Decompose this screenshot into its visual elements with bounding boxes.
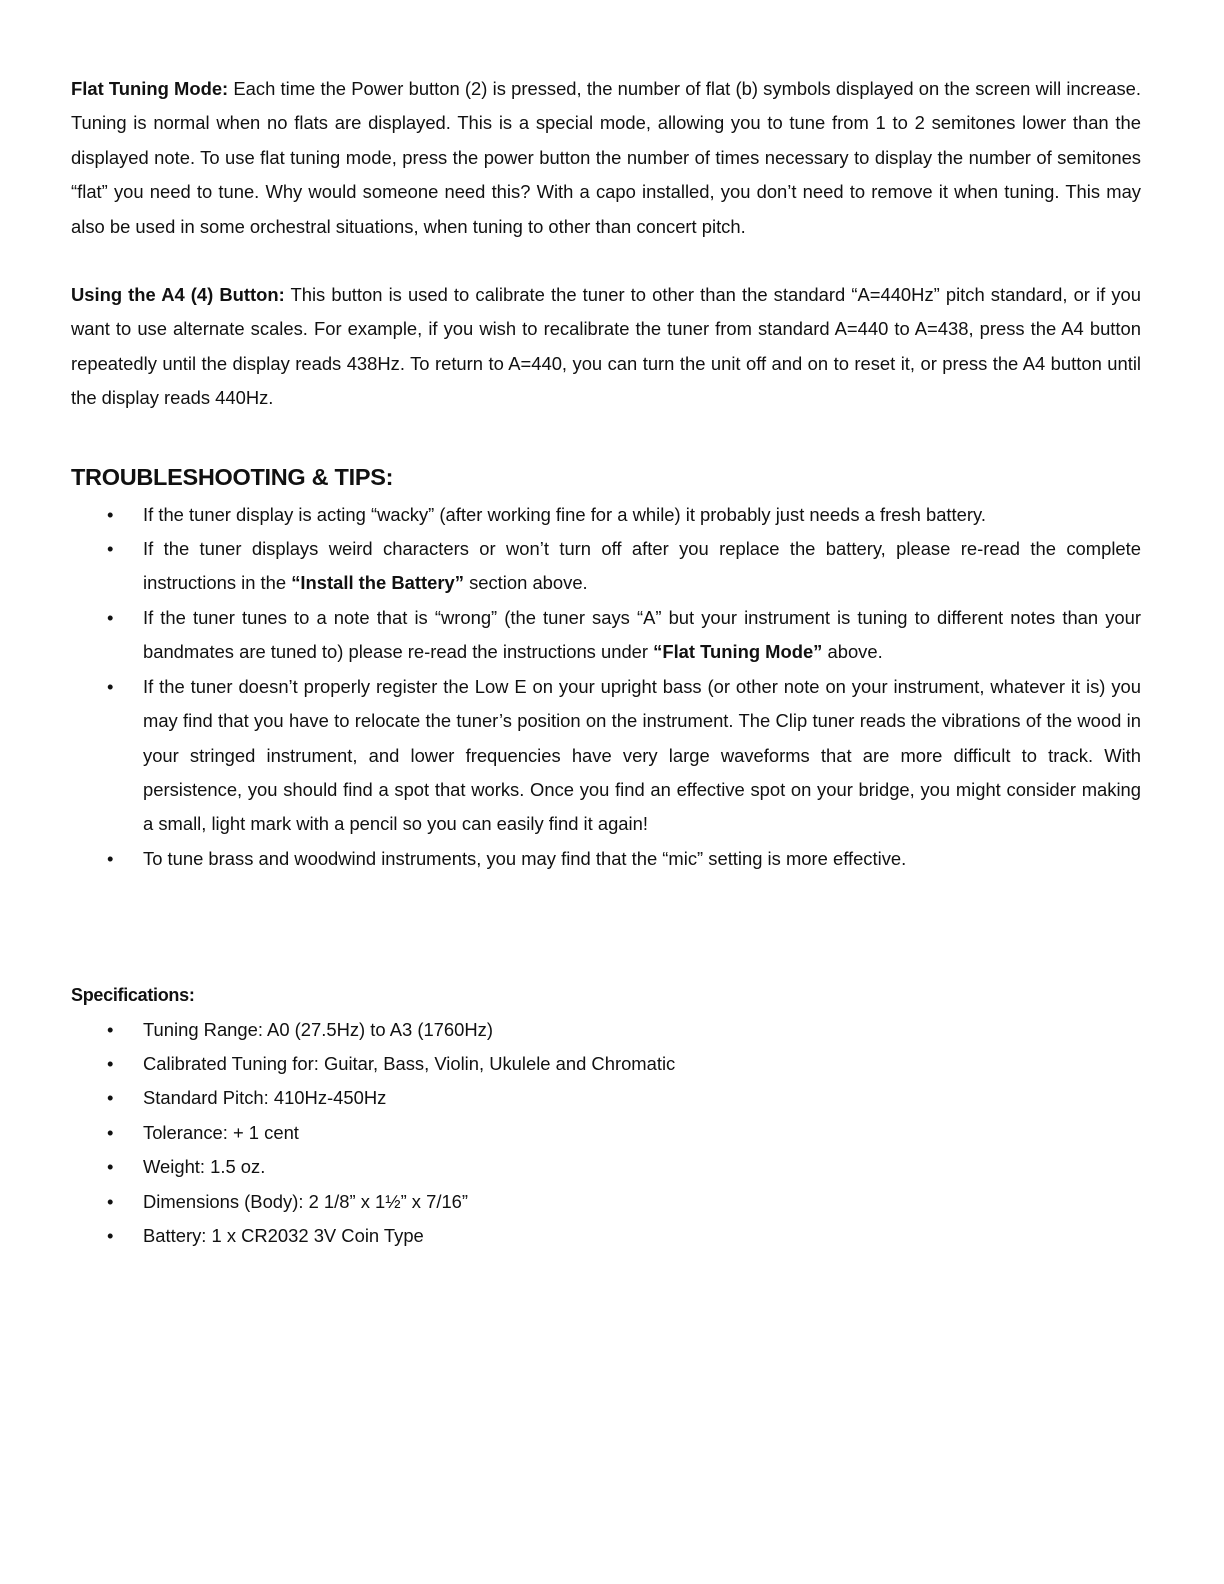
a4-button-heading: Using the A4 (4) Button:	[71, 284, 285, 306]
bullet-icon: •	[107, 1052, 114, 1074]
troubleshooting-heading: TROUBLESHOOTING & TIPS:	[71, 463, 394, 490]
troubleshooting-list	[71, 498, 1141, 876]
document-page	[71, 72, 1141, 1253]
list-item: • Tolerance: + 1 cent	[71, 1116, 1141, 1150]
list-item: • Dimensions (Body): 2 1/8” x 1½” x 7/16”	[71, 1185, 1141, 1219]
list-item: • Standard Pitch: 410Hz-450Hz	[71, 1081, 1141, 1115]
specifications-heading: Specifications:	[71, 985, 195, 1006]
list-item: • If the tuner display is acting “wacky” (after working fine for a while) it probably just needs a fresh battery.	[71, 498, 1141, 532]
list-item: • To tune brass and woodwind instruments, you may find that the “mic” setting is more effective.	[71, 842, 1141, 876]
bullet-icon: •	[107, 1121, 114, 1143]
bullet-icon: •	[107, 675, 114, 697]
flat-tuning-reference: “Flat Tuning Mode”	[653, 641, 823, 663]
bullet-icon: •	[107, 1087, 114, 1109]
list-item: • If the tuner displays weird characters or won’t turn off after you replace the battery, please re-read the complete instructions in the “Install the Battery” section above.	[71, 532, 1141, 601]
flat-tuning-paragraph	[71, 72, 1141, 244]
bullet-icon: •	[107, 1156, 114, 1178]
bullet-icon: •	[107, 606, 114, 628]
list-item: • Battery: 1 x CR2032 3V Coin Type	[71, 1219, 1141, 1253]
bullet-icon: •	[107, 847, 114, 869]
flat-tuning-body: Each time the Power button (2) is pressed, the number of flat (b) symbols displayed on the screen will increase. Tuning is normal when no flats are displayed. This is a special mode, allowing you to tune from 1 to 2 semitones lower than the displayed note. To use flat tuning mode, press the power button the number of times necessary to display the number of semitones “flat” you need to tune. Why would someone need this? With a capo installed, you don’t need to remove it when tuning. This may also be used in some orchestral situations, when tuning to other than concert pitch.	[71, 78, 1141, 237]
specifications-list	[71, 1013, 1141, 1254]
a4-button-body: This button is used to calibrate the tuner to other than the standard “A=440Hz” pitch standard, or if you want to use alternate scales. For example, if you wish to recalibrate the tuner from standard A=440 to A=438, press the A4 button repeatedly until the display reads 438Hz. To return to A=440, you can turn the unit off and on to reset it, or press the A4 button until the display reads 440Hz.	[71, 284, 1141, 409]
list-item: • If the tuner tunes to a note that is “wrong” (the tuner says “A” but your instrument is tuning to different notes than your bandmates are tuned to) please re-read the instructions under “Flat Tuning Mode” above.	[71, 601, 1141, 670]
bullet-icon: •	[107, 538, 114, 560]
bullet-icon: •	[107, 1224, 114, 1246]
install-battery-reference: “Install the Battery”	[291, 572, 464, 594]
list-item: • Calibrated Tuning for: Guitar, Bass, Violin, Ukulele and Chromatic	[71, 1047, 1141, 1081]
a4-button-paragraph	[71, 278, 1141, 416]
list-item: • Weight: 1.5 oz.	[71, 1150, 1141, 1184]
flat-tuning-heading: Flat Tuning Mode:	[71, 78, 229, 99]
bullet-icon: •	[107, 1190, 114, 1212]
bullet-icon: •	[107, 1018, 114, 1040]
list-item: • If the tuner doesn’t properly register the Low E on your upright bass (or other note on your instrument, whatever it is) you may find that you have to relocate the tuner’s position on the instrument. The Clip tuner reads the vibrations of the wood in your stringed instrument, and lower frequencies have very large waveforms that are more difficult to track. With persistence, you should find a spot that works. Once you find an effective spot on your bridge, you might consider making a small, light mark with a pencil so you can easily find it again!	[71, 670, 1141, 842]
bullet-icon: •	[107, 503, 114, 525]
list-item: • Tuning Range: A0 (27.5Hz) to A3 (1760Hz)	[71, 1013, 1141, 1047]
